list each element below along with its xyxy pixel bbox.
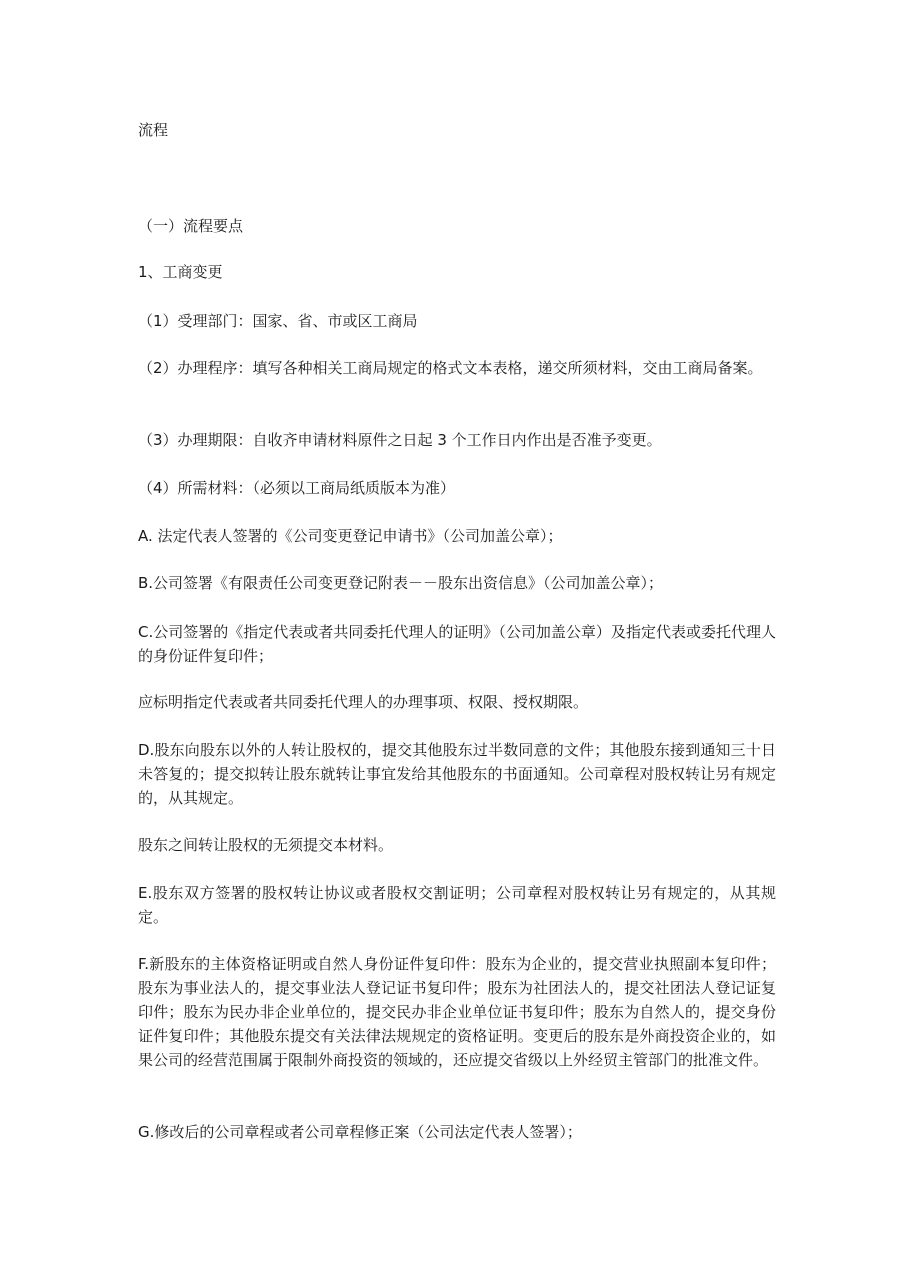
subsection-heading: 1、工商变更 <box>138 263 223 281</box>
material-d-note: 股东之间转让股权的无须提交本材料。 <box>138 836 394 854</box>
section-heading: （一）流程要点 <box>138 217 244 235</box>
document-title: 流程 <box>138 121 169 139</box>
material-b: B.公司签署《有限责任公司变更登记附表－－股东出资信息》（公司加盖公章）； <box>138 574 664 592</box>
item-procedure: （2）办理程序：填写各种相关工商局规定的格式文本表格，递交所须材料，交由工商局备案。 <box>138 359 763 377</box>
item-materials: （4）所需材料：（必须以工商局纸质版本为准） <box>138 479 456 497</box>
material-c: C.公司签署的《指定代表或者共同委托代理人的证明》（公司加盖公章）及指定代表或委托代理人的身份证件复印件； <box>138 623 776 665</box>
material-c-note: 应标明指定代表或者共同委托代理人的办理事项、权限、授权期限。 <box>138 693 589 711</box>
item-deadline: （3）办理期限：自收齐申请材料原件之日起 3 个工作日内作出是否准予变更。 <box>138 431 662 449</box>
material-a: A. 法定代表人签署的《公司变更登记申请书》（公司加盖公章）； <box>138 527 563 545</box>
material-e: E.股东双方签署的股权转让协议或者股权交割证明；公司章程对股权转让另有规定的，从其规定。 <box>138 884 776 926</box>
material-f: F.新股东的主体资格证明或自然人身份证件复印件：股东为企业的，提交营业执照副本复印件；股东为事业法人的，提交事业法人登记证书复印件；股东为社团法人的，提交社团法人登记证复印件；股东为民办非企业单位的，提交民办非企业单位证书复印件；股东为自然人的，提交身份证件复印件；其他股东提交有关法律法规规定的资格证明。变更后的股东是外商投资企业的，如果公司的经营范围属于限制外商投资的领域的，还应提交省级以上外经贸主管部门的批准文件。 <box>138 955 776 1069</box>
material-g: G.修改后的公司章程或者公司章程修正案（公司法定代表人签署）； <box>138 1123 582 1141</box>
item-dept: （1）受理部门：国家、省、市或区工商局 <box>138 312 418 330</box>
material-d: D.股东向股东以外的人转让股权的，提交其他股东过半数同意的文件；其他股东接到通知三十日未答复的；提交拟转让股东就转让事宜发给其他股东的书面通知。公司章程对股权转让另有规定的，从其规定。 <box>138 741 776 807</box>
